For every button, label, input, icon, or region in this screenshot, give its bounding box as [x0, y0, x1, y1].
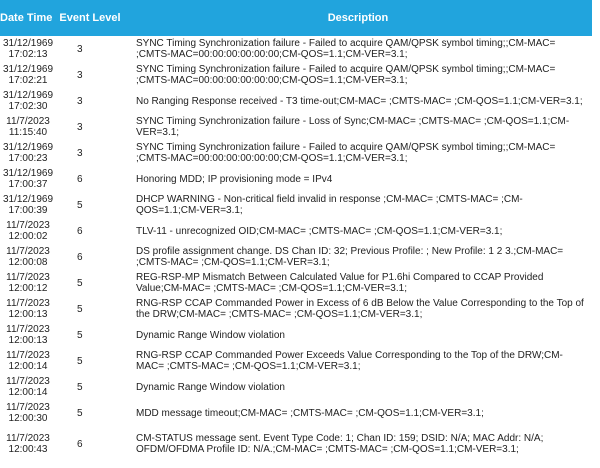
date-text: 11/7/2023 [6, 433, 50, 444]
table-row [0, 270, 592, 296]
description-cell: DS profile assignment change. DS Chan ID: 32; Previous Profile: ; New Profile: 1 2 3.;CM-MAC= ;CMTS-MAC= ;CM-QOS=1.1;CM-VER=3.1; [136, 246, 564, 268]
date-time-cell [0, 348, 56, 374]
event-level-cell: 3 [77, 95, 83, 107]
time-text: 17:02:30 [8, 101, 48, 112]
time-text: 12:00:08 [8, 257, 48, 268]
date-time-cell [0, 270, 56, 296]
table-row [0, 296, 592, 322]
date-time-cell [0, 322, 56, 348]
date-time-cell [0, 140, 56, 166]
description-cell: MDD message timeout;CM-MAC= ;CMTS-MAC= ;CM-QOS=1.1;CM-VER=3.1; [136, 407, 484, 419]
description-cell: SYNC Timing Synchronization failure - Failed to acquire QAM/QPSK symbol timing;;CM-MAC= ;CMTS-MAC=00:00:00:00:00:00;CM-QOS=1.1;CM-VER=3.1; [136, 142, 556, 164]
time-text: 17:00:39 [8, 205, 48, 216]
description-cell: No Ranging Response received - T3 time-out;CM-MAC= ;CMTS-MAC= ;CM-QOS=1.1;CM-VER=3.1; [136, 95, 583, 107]
time-text: 12:00:14 [8, 361, 48, 372]
date-time-cell [0, 36, 56, 62]
event-level-cell: 5 [77, 381, 83, 393]
description-cell: RNG-RSP CCAP Commanded Power in Excess of 6 dB Below the Value Corresponding to the Top of the DRW;CM-MAC= ;CMTS-MAC= ;CM-QOS=1.1;CM-VER=3.1; [136, 298, 584, 320]
date-time-cell [0, 296, 56, 322]
time-text: 11:15:40 [8, 127, 48, 138]
description-cell: SYNC Timing Synchronization failure - Failed to acquire QAM/QPSK symbol timing;;CM-MAC= ;CMTS-MAC=00:00:00:00:00:00;CM-QOS=1.1;CM-VER=3.1; [136, 64, 556, 86]
date-time-cell [0, 244, 56, 270]
date-text: 11/7/2023 [6, 376, 50, 387]
event-level-cell: 5 [77, 329, 83, 341]
time-text: 17:00:37 [8, 179, 48, 190]
date-time-cell [0, 426, 56, 462]
table-row [0, 114, 592, 140]
header-description: Description [124, 0, 592, 36]
date-time-cell [0, 114, 56, 140]
description-cell: RNG-RSP CCAP Commanded Power Exceeds Value Corresponding to the Top of the DRW;CM-MAC= ;CMTS-MAC= ;CM-QOS=1.1;CM-VER=3.1; [136, 350, 563, 372]
event-level-cell: 5 [77, 355, 83, 367]
event-level-cell: 5 [77, 303, 83, 315]
event-level-cell: 6 [77, 251, 83, 263]
header-date-time: Date Time [0, 0, 56, 36]
date-time-cell [0, 374, 56, 400]
event-level-cell: 3 [77, 147, 83, 159]
date-text: 11/7/2023 [6, 246, 50, 257]
date-time-cell [0, 88, 56, 114]
date-text: 11/7/2023 [6, 116, 50, 127]
date-text: 31/12/1969 [2, 38, 54, 49]
table-row [0, 192, 592, 218]
date-text: 11/7/2023 [6, 350, 50, 361]
table-row [0, 218, 592, 244]
time-text: 12:00:14 [8, 387, 48, 398]
date-text: 31/12/1969 [2, 90, 54, 101]
date-text: 11/7/2023 [6, 272, 50, 283]
date-text: 11/7/2023 [6, 324, 50, 335]
table-row [0, 374, 592, 400]
table-row [0, 322, 592, 348]
event-level-cell: 6 [77, 173, 83, 185]
time-text: 12:00:13 [8, 309, 48, 320]
description-cell: Dynamic Range Window violation [136, 329, 285, 341]
time-text: 17:02:13 [8, 49, 48, 60]
time-text: 12:00:13 [8, 335, 48, 346]
event-level-cell: 6 [77, 438, 83, 450]
date-time-cell [0, 192, 56, 218]
time-text: 12:00:02 [8, 231, 48, 242]
time-text: 12:00:30 [8, 413, 48, 424]
date-time-cell [0, 400, 56, 426]
description-cell: REG-RSP-MP Mismatch Between Calculated Value for P1.6hi Compared to CCAP Provided Value;CM-MAC= ;CMTS-MAC= ;CM-QOS=1.1;CM-VER=3.1; [136, 272, 544, 294]
date-time-cell [0, 166, 56, 192]
date-text: 31/12/1969 [2, 168, 54, 179]
time-text: 12:00:12 [8, 283, 48, 294]
event-level-cell: 6 [77, 225, 83, 237]
event-level-cell: 3 [77, 43, 83, 55]
description-cell: Dynamic Range Window violation [136, 381, 285, 393]
time-text: 17:00:23 [8, 153, 48, 164]
event-level-cell: 5 [77, 407, 83, 419]
description-cell: SYNC Timing Synchronization failure - Loss of Sync;CM-MAC= ;CMTS-MAC= ;CM-QOS=1.1;CM-VER=3.1; [136, 116, 570, 138]
date-text: 31/12/1969 [2, 142, 54, 153]
date-text: 31/12/1969 [2, 64, 54, 75]
date-text: 11/7/2023 [6, 220, 50, 231]
description-cell: DHCP WARNING - Non-critical field invalid in response ;CM-MAC= ;CMTS-MAC= ;CM-QOS=1.1;CM-VER=3.1; [136, 194, 523, 216]
table-header-row [0, 0, 592, 36]
table-row [0, 400, 592, 426]
description-cell: SYNC Timing Synchronization failure - Failed to acquire QAM/QPSK symbol timing;;CM-MAC= ;CMTS-MAC=00:00:00:00:00:00;CM-QOS=1.1;CM-VER=3.1; [136, 38, 556, 60]
event-level-cell: 5 [77, 199, 83, 211]
table-row [0, 426, 592, 462]
description-cell: TLV-11 - unrecognized OID;CM-MAC= ;CMTS-MAC= ;CM-QOS=1.1;CM-VER=3.1; [136, 225, 503, 237]
date-text: 11/7/2023 [6, 298, 50, 309]
event-level-cell: 3 [77, 121, 83, 133]
table-row [0, 140, 592, 166]
date-text: 31/12/1969 [2, 194, 54, 205]
table-row [0, 166, 592, 192]
description-cell: CM-STATUS message sent. Event Type Code: 1; Chan ID: 159; DSID: N/A; MAC Addr: N/A; OFDM/OFDMA Profile ID: N/A.;CM-MAC= ;CMTS-MAC= ;CM-QOS=1.1;CM-VER=3.1; [136, 433, 544, 455]
table-row [0, 348, 592, 374]
table-row [0, 36, 592, 62]
header-event-level: Event Level [56, 0, 124, 36]
date-time-cell [0, 62, 56, 88]
time-text: 17:02:21 [8, 75, 48, 86]
event-level-cell: 3 [77, 69, 83, 81]
description-cell: Honoring MDD; IP provisioning mode = IPv4 [136, 173, 333, 185]
table-row [0, 88, 592, 114]
date-time-cell [0, 218, 56, 244]
table-row [0, 62, 592, 88]
table-row [0, 244, 592, 270]
date-text: 11/7/2023 [6, 402, 50, 413]
event-level-cell: 5 [77, 277, 83, 289]
time-text: 12:00:43 [8, 444, 48, 455]
